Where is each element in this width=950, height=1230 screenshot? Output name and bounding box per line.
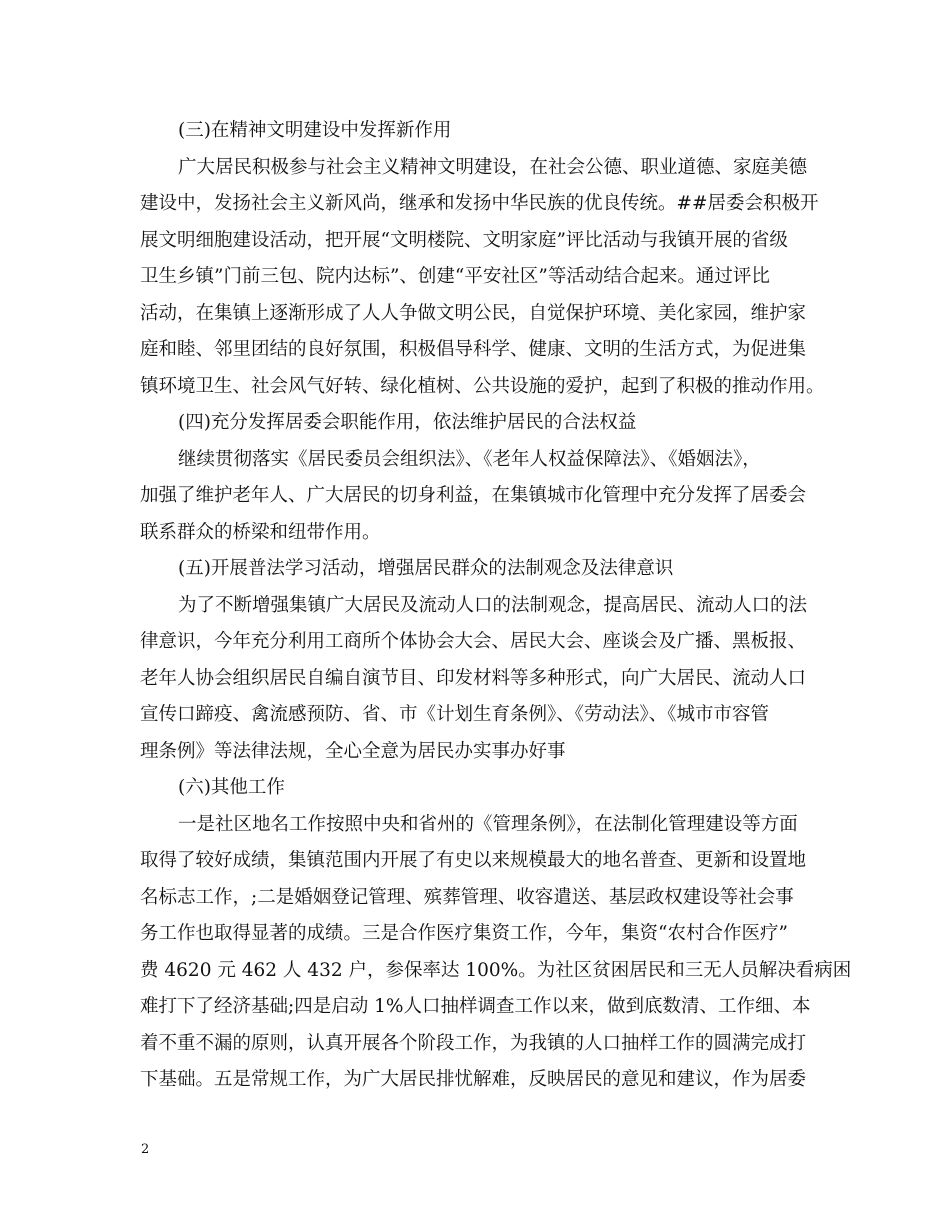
paragraph-line: 取得了较好成绩，集镇范围内开展了有史以来规模最大的地名普查、更新和设置地 [140,850,807,871]
paragraph-line: 难打下了经济基础;四是启动 1%人口抽样调查工作以来，做到底数清、工作细、本 [140,996,811,1017]
paragraph-line: 律意识，今年充分利用工商所个体协会大会、居民大会、座谈会及广播、黑板报、 [140,631,807,652]
paragraph-line: 继续贯彻落实《居民委员会组织法》、《老年人权益保障法》、《婚姻法》， [178,449,761,470]
heading-section-6: (六)其他工作 [178,777,285,798]
paragraph-line: 广大居民积极参与社会主义精神文明建设，在社会公德、职业道德、家庭美德 [178,157,808,178]
paragraph-line: 费 4620 元 462 人 432 户，参保率达 100%。为社区贫困居民和三无人员解决看病困 [140,960,852,981]
paragraph-line: 名标志工作，;二是婚姻登记管理、殡葬管理、收容遣送、基层政权建设等社会事 [140,887,794,908]
paragraph-line: 下基础。五是常规工作，为广大居民排忧解难，反映居民的意见和建议，作为居委 [140,1069,807,1090]
heading-section-5: (五)开展普法学习活动，增强居民群众的法制观念及法律意识 [178,558,674,579]
page-number: 2 [141,1142,150,1157]
paragraph-line: 卫生乡镇”门前三包、院内达标”、创建“平安社区”等活动结合起来。通过评比 [140,266,770,287]
paragraph-line: 活动，在集镇上逐渐形成了人人争做文明公民，自觉保护环境、美化家园，维护家 [140,303,807,324]
paragraph-line: 镇环境卫生、社会风气好转、绿化植树、公共设施的爱护，起到了积极的推动作用。 [140,376,825,397]
heading-section-4: (四)充分发挥居委会职能作用，依法维护居民的合法权益 [178,412,637,433]
paragraph-line: 务工作也取得显著的成绩。三是合作医疗集资工作，今年，集资“农村合作医疗” [140,923,788,944]
paragraph-line: 一是社区地名工作按照中央和省州的《管理条例》，在法制化管理建设等方面 [178,814,798,835]
heading-section-3: (三)在精神文明建设中发挥新作用 [178,120,452,141]
paragraph-line: 庭和睦、邻里团结的良好氛围，积极倡导科学、健康、文明的生活方式，为促进集 [140,339,807,360]
paragraph-line: 加强了维护老年人、广大居民的切身利益，在集镇城市化管理中充分发挥了居委会 [140,485,807,506]
paragraph-line: 宣传口蹄疫、禽流感预防、省、市《计划生育条例》、《劳动法》、《城市市容管 [140,704,770,725]
paragraph-line: 建设中，发扬社会主义新风尚，继承和发扬中华民族的优良传统。##居委会积极开 [140,193,819,214]
paragraph-line: 老年人协会组织居民自编自演节目、印发材料等多种形式，向广大居民、流动人口 [140,668,807,689]
paragraph-line: 理条例》等法律法规，全心全意为居民办实事办好事 [140,741,566,762]
paragraph-line: 展文明细胞建设活动，把开展“文明楼院、文明家庭”评比活动与我镇开展的省级 [140,230,788,251]
paragraph-line: 着不重不漏的原则，认真开展各个阶段工作，为我镇的人口抽样工作的圆满完成打 [140,1033,807,1054]
paragraph-line: 联系群众的桥梁和纽带作用。 [140,522,381,543]
paragraph-line: 为了不断增强集镇广大居民及流动人口的法制观念，提高居民、流动人口的法 [178,595,808,616]
